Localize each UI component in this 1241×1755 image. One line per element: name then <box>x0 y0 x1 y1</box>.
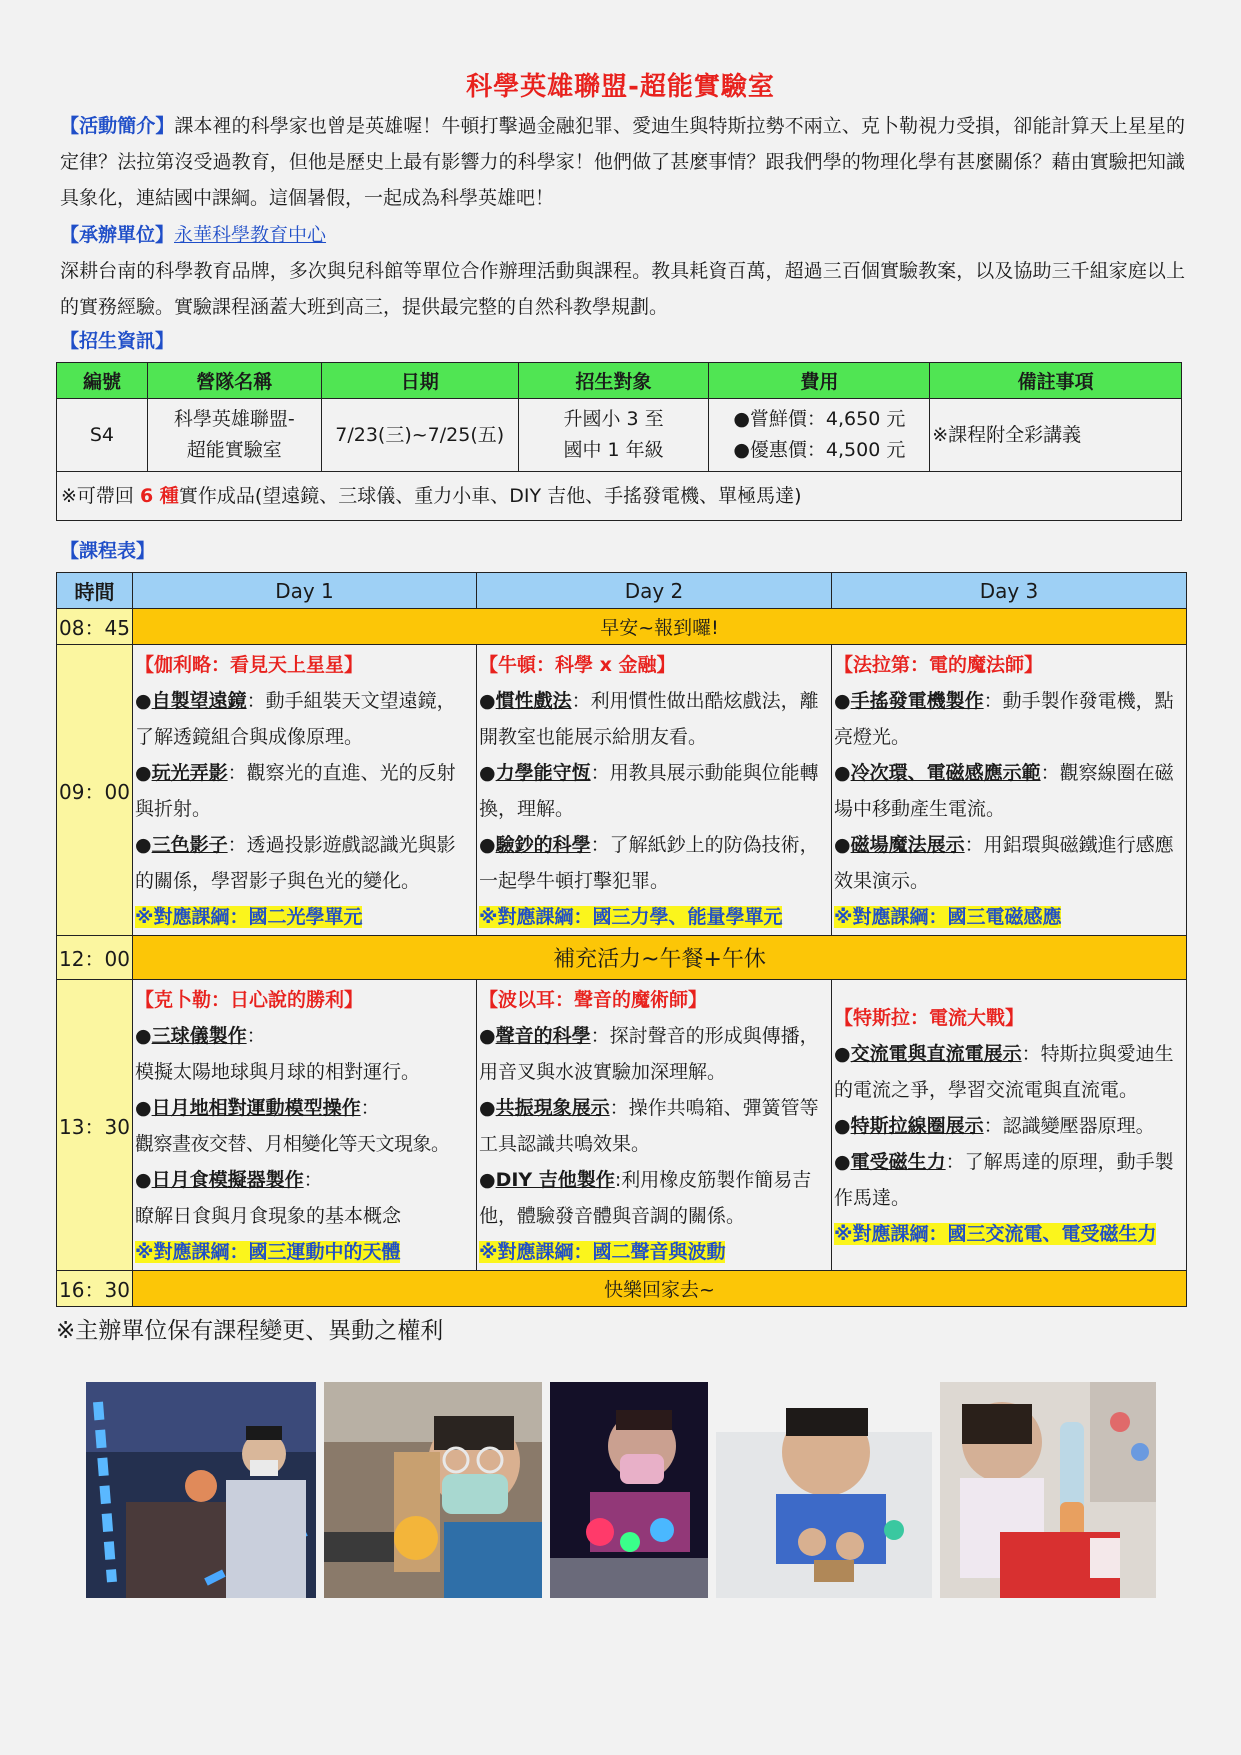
recruit-fee-line2: ●優惠價：4,500 元 <box>733 439 906 461</box>
course-item: ●慣性戲法：利用慣性做出酷炫戲法，離開教室也能展示給朋友看。 <box>479 690 819 748</box>
item-name: 日月食模擬器製作 <box>151 1169 304 1191</box>
recruit-fee-line1: ●嘗鮮價：4,650 元 <box>733 408 906 430</box>
item-desc: ：透過投影遊戲認識光與影的關係，學習影子與色光的變化。 <box>135 834 456 892</box>
course-item: ●玩光弄影：觀察光的直進、光的反射與折射。 <box>135 762 456 820</box>
time-0845: 08：45 <box>57 609 133 645</box>
recruit-header-target: 招生對象 <box>518 363 709 399</box>
curriculum-tag: ※對應課綱：國三運動中的天體 <box>135 1241 401 1263</box>
item-name: 三色影子 <box>151 834 228 856</box>
item-name: 日月地相對運動模型操作 <box>151 1097 361 1119</box>
recruit-bring <box>57 472 1182 521</box>
course-title: 【波以耳：聲音的魔術師】 <box>479 989 708 1011</box>
arrive-band: 早安~報到囉! <box>133 609 1187 645</box>
item-desc-line: 觀察晝夜交替、月相變化等天文現象。 <box>135 1133 450 1155</box>
photo-girl-planetarium <box>324 1382 542 1598</box>
schedule-header-row <box>57 573 1187 609</box>
item-name: 三球儀製作 <box>151 1025 247 1047</box>
afternoon-day2 <box>477 980 832 1271</box>
home-band: 快樂回家去~ <box>133 1271 1187 1307</box>
item-desc: ：利用慣性做出酷炫戲法，離開教室也能展示給朋友看。 <box>479 690 819 748</box>
curriculum-tag: ※對應課綱：國三交流電、電受磁生力 <box>834 1223 1157 1245</box>
schedule-table <box>56 572 1187 1307</box>
item-desc: ： <box>303 1169 323 1191</box>
curriculum-tag: ※對應課綱：國二光學單元 <box>135 906 363 928</box>
schedule-row-afternoon <box>57 980 1187 1271</box>
organizer-link[interactable]: 永華科學教育中心 <box>174 224 327 246</box>
course-item: ●力學能守恆：用教具展示動能與位能轉換，理解。 <box>479 762 819 820</box>
course-item: ●自製望遠鏡：動手組裝天文望遠鏡，了解透鏡組合與成像原理。 <box>135 690 456 748</box>
item-desc: ：了解紙鈔上的防偽技術，一起學牛頓打擊犯罪。 <box>479 834 819 892</box>
item-desc: ：特斯拉與愛迪生的電流之爭，學習交流電與直流電。 <box>834 1043 1174 1101</box>
recruit-bring-row <box>57 472 1182 521</box>
photo-strip <box>0 1382 1241 1598</box>
item-desc-line: 瞭解日食與月食現象的基本概念 <box>135 1205 402 1227</box>
recruit-header-name: 營隊名稱 <box>147 363 321 399</box>
intro-text: 課本裡的科學家也曾是英雄喔！牛頓打擊過金融犯罪、愛迪生與特斯拉勢不兩立、克卜勒視力受損，卻能計算天上星星的定律？法拉第沒受過教育，但他是歷史上最有影響力的科學家！他們做了甚麼事情？跟我們學的物理化學有甚麼關係？藉由實驗把知識具象化，連結國中課綱。這個暑假，一起成為科學英雄吧！ <box>60 115 1185 209</box>
photo-boy-motor <box>716 1382 932 1598</box>
lunch-band: 補充活力~午餐+午休 <box>133 936 1187 980</box>
recruit-table <box>56 362 1182 521</box>
course-item: ●聲音的科學：探討聲音的形成與傳播，用音叉與水波實驗加深理解。 <box>479 1025 819 1083</box>
item-desc: :利用橡皮筋製作簡易吉他，體驗發音體與音調的關係。 <box>479 1169 812 1227</box>
curriculum-tag: ※對應課綱：國二聲音與波動 <box>479 1241 726 1263</box>
recruit-header-note: 備註事項 <box>930 363 1182 399</box>
course-item: ●手搖發電機製作：動手製作發電機，點亮燈光。 <box>834 690 1174 748</box>
morning-day3 <box>832 645 1187 936</box>
time-1330: 13：30 <box>57 980 133 1271</box>
photo-boy-lights <box>550 1382 708 1598</box>
afternoon-day3 <box>832 980 1187 1271</box>
recruit-header-date: 日期 <box>321 363 518 399</box>
item-desc: ：觀察線圈在磁場中移動產生電流。 <box>834 762 1174 820</box>
recruit-label: 【招生資訊】 <box>60 330 175 352</box>
item-desc: ：探討聲音的形成與傳播，用音叉與水波實驗加深理解。 <box>479 1025 819 1083</box>
intro-paragraph <box>60 108 1185 216</box>
course-title: 【伽利略：看見天上星星】 <box>135 654 364 676</box>
organizer-label: 【承辦單位】 <box>60 224 175 246</box>
item-desc: ： <box>360 1097 380 1119</box>
schedule-label: 【課程表】 <box>60 540 156 562</box>
course-item: ●共振現象展示：操作共鳴箱、彈簧管等工具認識共鳴效果。 <box>479 1097 819 1155</box>
item-desc: ： <box>246 1025 266 1047</box>
course-item: ●DIY 吉他製作:利用橡皮筋製作簡易吉他，體驗發音體與音調的關係。 <box>479 1169 812 1227</box>
course-title: 【克卜勒：日心說的勝利】 <box>135 989 364 1011</box>
recruit-fee <box>709 399 930 472</box>
recruit-target-line2: 國中 1 年級 <box>563 439 664 461</box>
page-title: 科學英雄聯盟-超能實驗室 <box>466 72 775 102</box>
item-desc: ：動手製作發電機，點亮燈光。 <box>834 690 1174 748</box>
rights-footnote: ※主辦單位保有課程變更、異動之權利 <box>56 1318 444 1344</box>
item-desc: ：操作共鳴箱、彈簧管等工具認識共鳴效果。 <box>479 1097 819 1155</box>
schedule-row-1200 <box>57 936 1187 980</box>
bring-pre: ※可帶回 <box>61 484 140 507</box>
recruit-data-row <box>57 399 1182 472</box>
course-item: ●日月地相對運動模型操作： <box>135 1097 380 1119</box>
recruit-target-line1: 升國小 3 至 <box>563 408 664 430</box>
schedule-row-1630 <box>57 1271 1187 1307</box>
course-item: ●冷次環、電磁感應示範：觀察線圈在磁場中移動產生電流。 <box>834 762 1174 820</box>
recruit-header-fee: 費用 <box>709 363 930 399</box>
item-name: 磁場魔法展示 <box>850 834 965 856</box>
recruit-header-row <box>57 363 1182 399</box>
course-item: ●日月食模擬器製作： <box>135 1169 323 1191</box>
organizer-paragraph: 深耕台南的科學教育品牌，多次與兒科館等單位合作辦理活動與課程。教具耗資百萬，超過三百個實驗教案，以及協助三千組家庭以上的實務經驗。實驗課程涵蓋大班到高三，提供最完整的自然科教學規劃。 <box>60 260 1185 318</box>
recruit-name <box>147 399 321 472</box>
item-desc: ：了解馬達的原理，動手製作馬達。 <box>834 1151 1174 1209</box>
recruit-header-id: 編號 <box>57 363 148 399</box>
item-desc: ：用教具展示動能與位能轉換，理解。 <box>479 762 819 820</box>
course-item: ●驗鈔的科學：了解紙鈔上的防偽技術，一起學牛頓打擊犯罪。 <box>479 834 819 892</box>
course-item: ●交流電與直流電展示：特斯拉與愛迪生的電流之爭，學習交流電與直流電。 <box>834 1043 1174 1101</box>
bring-count: 6 種 <box>139 484 179 507</box>
curriculum-tag: ※對應課綱：國三電磁感應 <box>834 906 1062 928</box>
item-name: 交流電與直流電展示 <box>850 1043 1022 1065</box>
afternoon-day1 <box>133 980 477 1271</box>
recruit-date: 7/23(三)~7/25(五) <box>321 399 518 472</box>
course-item: ●三球儀製作： <box>135 1025 266 1047</box>
item-name: DIY 吉他製作 <box>495 1169 615 1191</box>
intro-label: 【活動簡介】 <box>60 115 175 137</box>
item-name: 特斯拉線圈展示 <box>850 1115 984 1137</box>
course-item: ●電受磁生力：了解馬達的原理，動手製作馬達。 <box>834 1151 1174 1209</box>
curriculum-tag: ※對應課綱：國三力學、能量學單元 <box>479 906 783 928</box>
morning-day1 <box>133 645 477 936</box>
course-item: ●特斯拉線圈展示：認識變壓器原理。 <box>834 1115 1155 1137</box>
recruit-name-line2: 超能實驗室 <box>186 439 282 461</box>
schedule-header-time: 時間 <box>57 573 133 609</box>
item-name: 冷次環、電磁感應示範 <box>850 762 1041 784</box>
schedule-header-day3: Day 3 <box>832 573 1187 609</box>
course-title: 【牛頓：科學 x 金融】 <box>479 654 676 676</box>
item-desc-line: 模擬太陽地球與月球的相對運行。 <box>135 1061 421 1083</box>
schedule-row-morning <box>57 645 1187 936</box>
time-0900: 09：00 <box>57 645 133 936</box>
course-item: ●磁場魔法展示：用鋁環與磁鐵進行感應效果演示。 <box>834 834 1174 892</box>
item-desc: ：觀察光的直進、光的反射與折射。 <box>135 762 456 820</box>
schedule-row-0845 <box>57 609 1187 645</box>
schedule-header-day2: Day 2 <box>477 573 832 609</box>
recruit-note: ※課程附全彩講義 <box>930 399 1182 472</box>
recruit-target <box>518 399 709 472</box>
time-1200: 12：00 <box>57 936 133 980</box>
item-name: 自製望遠鏡 <box>151 690 247 712</box>
item-desc: ：用鋁環與磁鐵進行感應效果演示。 <box>834 834 1174 892</box>
item-desc: ：認識變壓器原理。 <box>983 1115 1155 1137</box>
item-name: 力學能守恆 <box>495 762 591 784</box>
item-name: 聲音的科學 <box>495 1025 591 1047</box>
photo-telescope-kid <box>86 1382 316 1598</box>
course-item: ●三色影子：透過投影遊戲認識光與影的關係，學習影子與色光的變化。 <box>135 834 456 892</box>
item-name: 電受磁生力 <box>850 1151 946 1173</box>
item-name: 慣性戲法 <box>495 690 572 712</box>
organizer-heading <box>60 217 1185 253</box>
course-title: 【特斯拉：電流大戰】 <box>834 1007 1025 1029</box>
schedule-header-day1: Day 1 <box>133 573 477 609</box>
item-desc: ：動手組裝天文望遠鏡，了解透鏡組合與成像原理。 <box>135 690 456 748</box>
bring-items: 實作成品(望遠鏡、三球儀、重力小車、DIY 吉他、手搖發電機、單極馬達) <box>178 484 802 507</box>
recruit-name-line1: 科學英雄聯盟- <box>173 408 295 430</box>
item-name: 驗鈔的科學 <box>495 834 591 856</box>
recruit-id: S4 <box>57 399 148 472</box>
photo-girl-tube <box>940 1382 1156 1598</box>
morning-day2 <box>477 645 832 936</box>
item-name: 玩光弄影 <box>151 762 228 784</box>
time-1630: 16：30 <box>57 1271 133 1307</box>
course-title: 【法拉第：電的魔法師】 <box>834 654 1044 676</box>
item-name: 手搖發電機製作 <box>850 690 984 712</box>
item-name: 共振現象展示 <box>495 1097 610 1119</box>
